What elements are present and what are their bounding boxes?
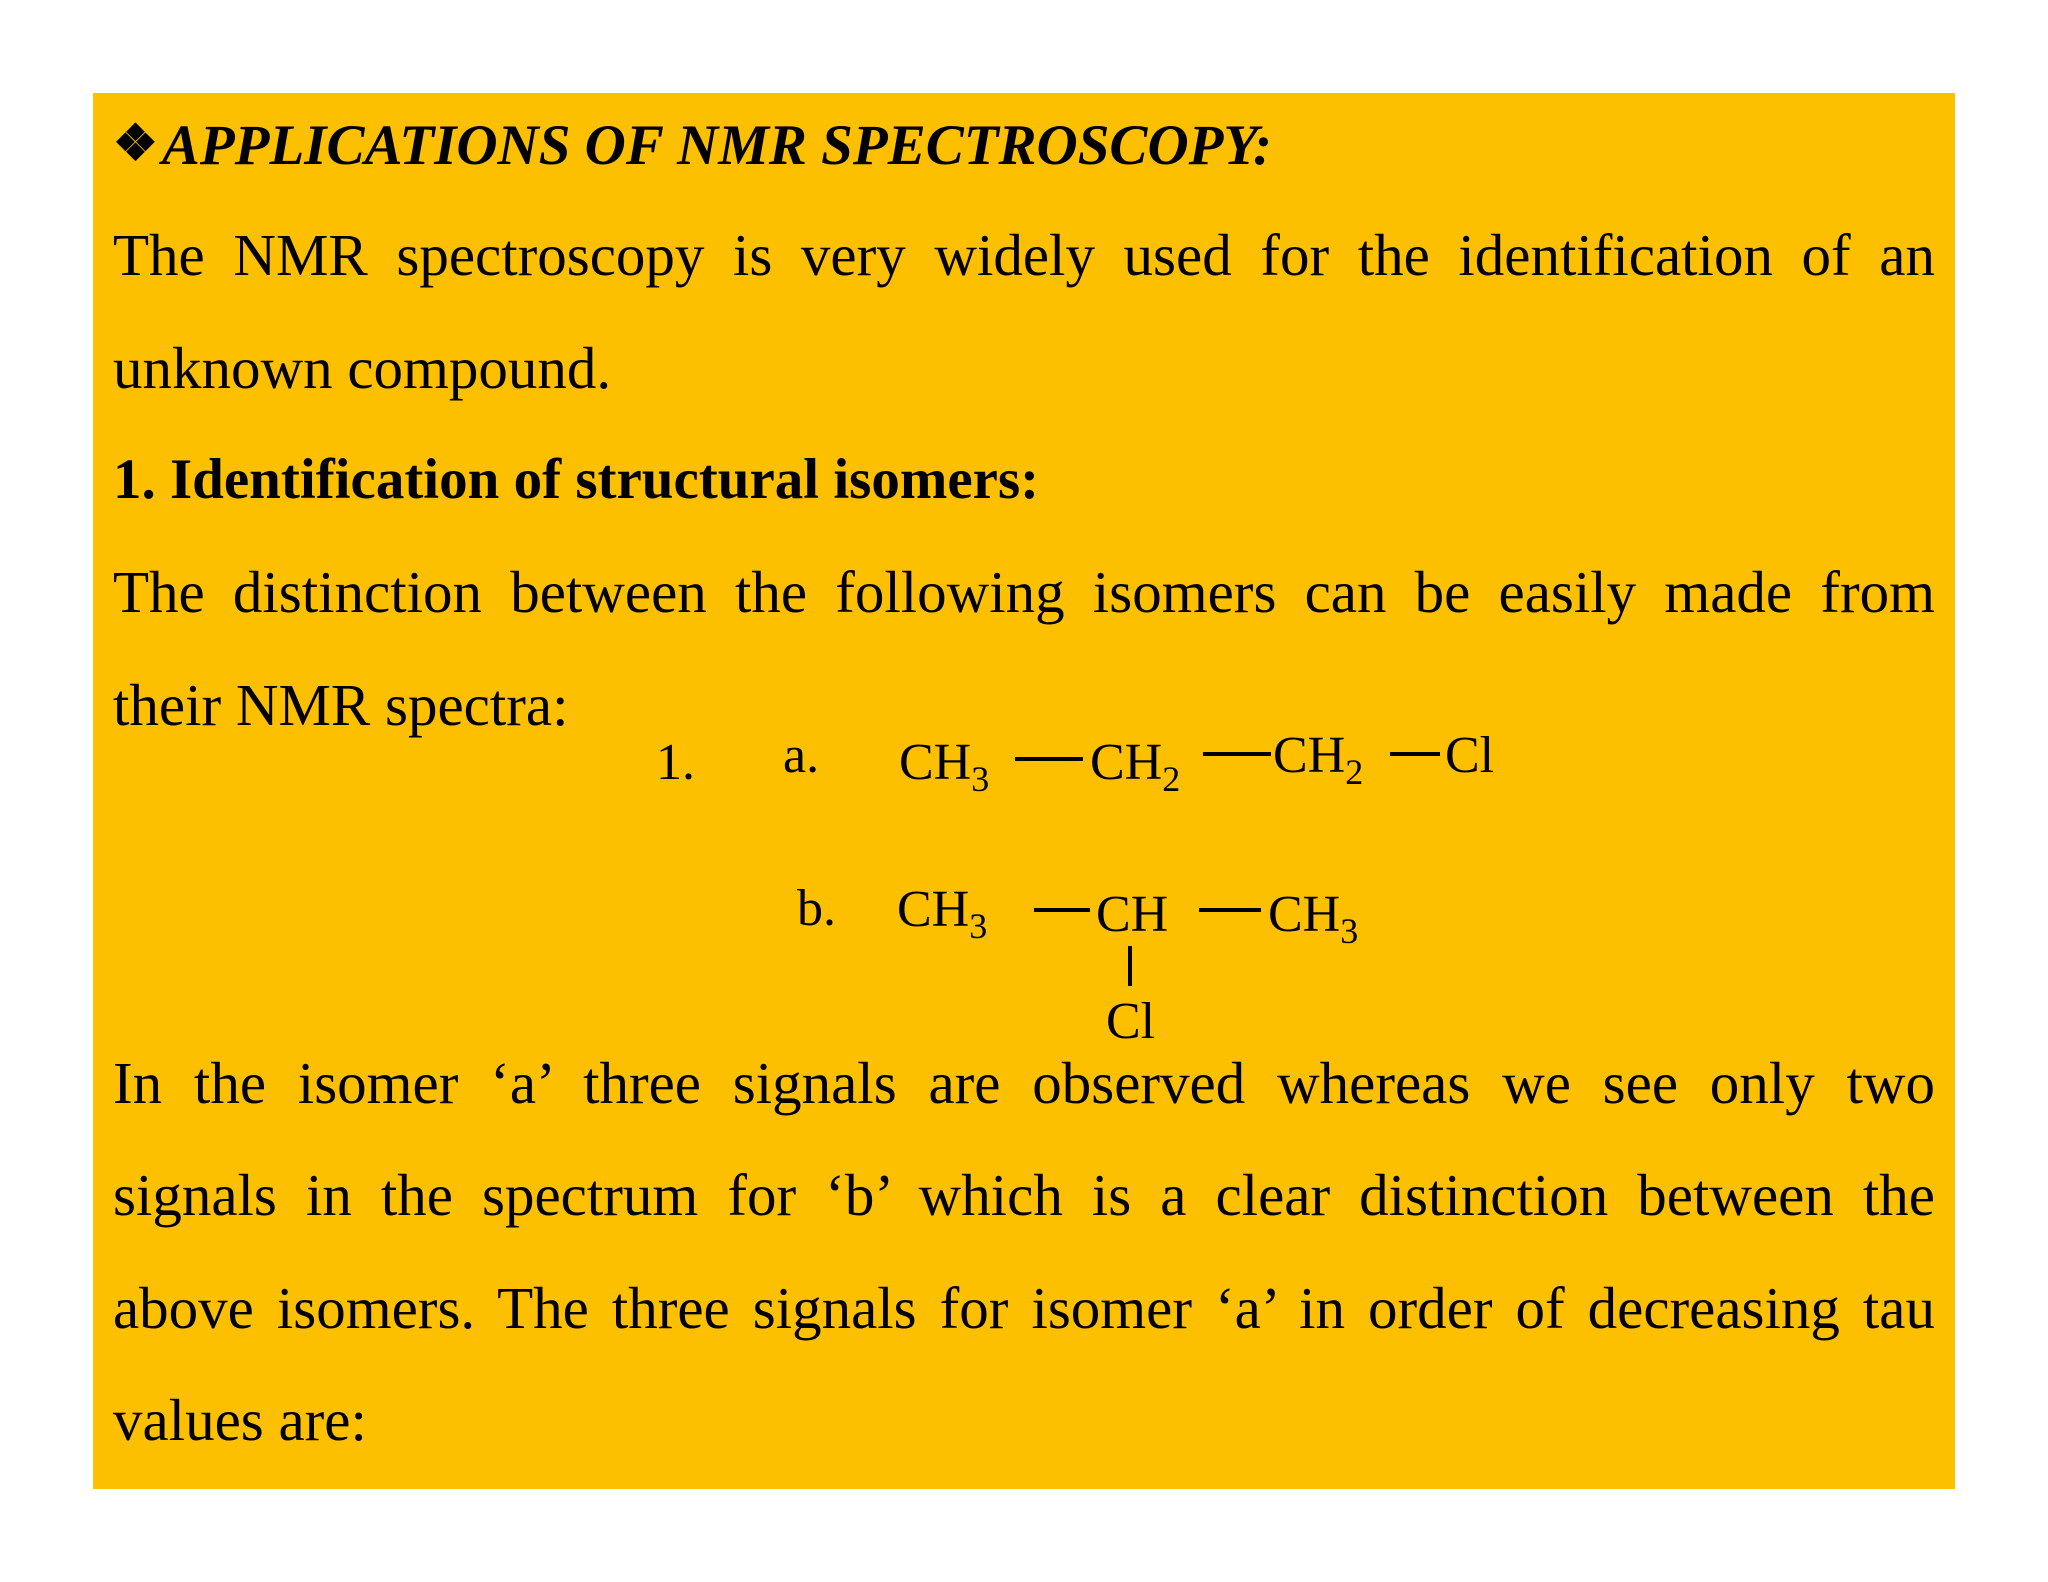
isomer-b-bond-2 — [1199, 908, 1261, 912]
four-diamond-bullet-icon: ❖ — [113, 115, 158, 171]
isomer-b-cl: Cl — [1106, 993, 1156, 1050]
structure-number: 1. — [656, 734, 695, 791]
page-heading — [113, 108, 1935, 181]
isomer-b-bond-1 — [1034, 908, 1090, 912]
distinction-line-2: their NMR spectra: — [113, 672, 569, 738]
isomer-a-bond-2 — [1203, 752, 1271, 756]
explanation-line-4: values are: — [113, 1387, 367, 1453]
intro-line-2: unknown compound. — [113, 335, 612, 401]
heading-text: APPLICATIONS OF NMR SPECTROSCOPY: — [161, 114, 1272, 177]
isomer-a-ch3: $CH_3$ — [899, 734, 990, 799]
explanation-line-1: In the isomer ‘a’ three signals are observed whereas we see only two — [113, 1050, 1935, 1116]
isomer-a-label: a. — [783, 727, 820, 784]
intro-line-1: The NMR spectroscopy is very widely used for the identification of an — [113, 222, 1935, 288]
explanation-line-3: above isomers. The three signals for isomer ‘a’ in order of decreasing tau — [113, 1275, 1935, 1341]
isomer-a-cl: Cl — [1445, 727, 1495, 784]
isomer-b-ch: CH — [1096, 886, 1169, 943]
explanation-line-2: signals in the spectrum for ‘b’ which is a clear distinction between the — [113, 1162, 1935, 1228]
isomer-a-bond-3 — [1390, 752, 1440, 756]
content-panel — [93, 93, 1955, 1489]
isomer-b-ch3-right: $CH_3$ — [1268, 886, 1359, 951]
isomer-a-ch2-first: $CH_2$ — [1090, 734, 1181, 799]
isomer-b-vertical-bond — [1128, 946, 1132, 986]
section-title: 1. Identification of structural isomers: — [113, 448, 1040, 511]
isomer-a-ch2-second: $CH_2$ — [1273, 727, 1364, 792]
distinction-line-1: The distinction between the following isomers can be easily made from — [113, 559, 1935, 625]
isomer-b-label: b. — [797, 880, 836, 937]
isomer-b-ch3-left: $CH_3$ — [897, 881, 988, 946]
isomer-a-bond-1 — [1015, 757, 1083, 761]
